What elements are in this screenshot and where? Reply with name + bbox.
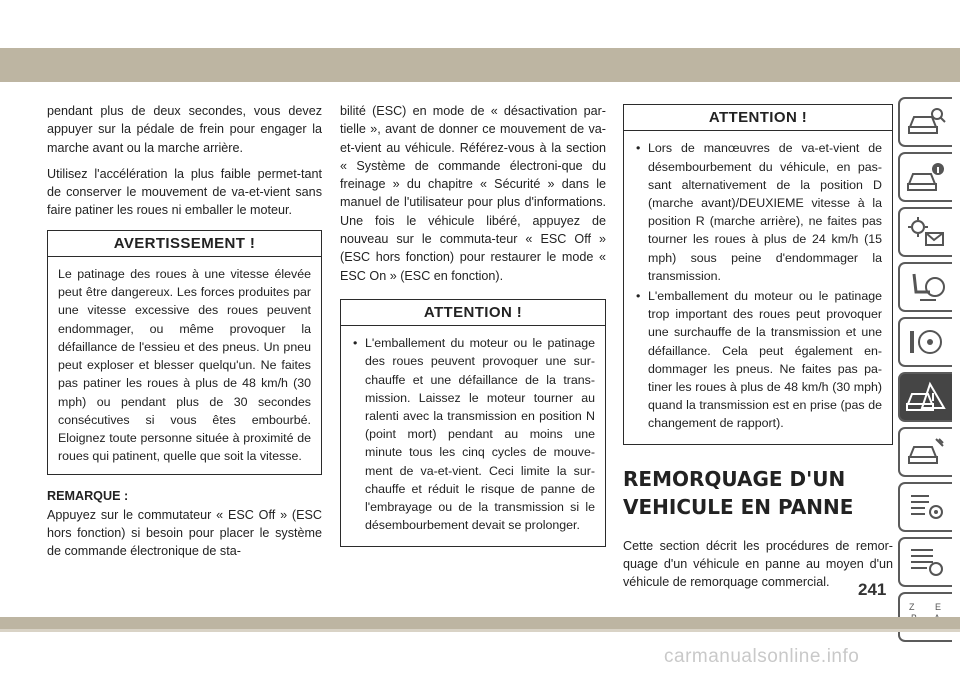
tab-warning-lights[interactable] [898, 207, 952, 257]
header-band [0, 48, 960, 82]
note-title: REMARQUE : [47, 489, 129, 504]
tab-car-maintenance[interactable] [898, 427, 952, 477]
column-1 [47, 102, 322, 569]
footer-band [0, 617, 960, 629]
car-info-icon [906, 160, 946, 194]
tab-seat-steering[interactable] [898, 262, 952, 312]
dashboard-icon [906, 325, 946, 359]
warning-title: AVERTISSEMENT ! [48, 231, 321, 257]
paragraph: Utilisez l'accélération la plus faible permet-tant de conserver le mouvement de va-et-vient sans faire patiner les roues ni emballer le moteur. [47, 166, 322, 218]
tab-car-breakdown[interactable] [898, 372, 952, 422]
attention-item: • L'emballement du moteur ou le patinage trop important des roues peut provoquer une surchauffe de la transmission et une défaillance. Cela peut également en-dommager les pneus. Ne faites pas pa-tiner les roues à plus de 48 km/h (30 mph) quand la transmission est en prise (pas de changement de rapport). [648, 287, 882, 433]
column-2 [340, 102, 606, 547]
media-controls-icon [906, 545, 946, 579]
seat-steering-icon [906, 270, 946, 304]
attention-item: • L'emballement du moteur ou le patinage des roues peuvent provoquer une sur-chauffe et une défaillance de la trans-mission. Laissez le moteur tourner au ralenti avec la transmission en position N (point mort) pendant au moins une minute tous les cinq cycles de mouve-ment de va-et-vient. Ceci limite la sur-chauffe et réduit le risque de panne de l'embrayage ou de la transmission si le désembourbement devait se prolonger. [365, 334, 595, 534]
car-maintenance-icon [906, 435, 946, 469]
car-breakdown-icon [906, 380, 946, 414]
chapter-tabs [898, 97, 954, 647]
tab-car-search[interactable] [898, 97, 952, 147]
attention-box [340, 299, 606, 547]
warning-box [47, 230, 322, 476]
warning-lights-icon [906, 215, 946, 249]
car-search-icon [906, 105, 946, 139]
tab-dashboard[interactable] [898, 317, 952, 367]
attention-title: ATTENTION ! [341, 300, 605, 326]
section-title-line: REMORQUAGE D'UN [623, 466, 846, 491]
specifications-icon [906, 490, 946, 524]
attention-title: ATTENTION ! [624, 105, 892, 131]
tab-specifications[interactable] [898, 482, 952, 532]
watermark: carmanualsonline.info [664, 646, 860, 667]
index-letter: E [935, 602, 942, 612]
section-title [623, 465, 893, 521]
attention-item: • Lors de manœuvres de va-et-vient de désembourbement du véhicule, en pas-sant alternativement de la position D (marche avant)/DEUXIEME vitesse à la position R (marche arrière), ne faites pas tourner les roues à plus de 24 km/h (15 mph) sous peine d'endommager la transmission. [648, 139, 882, 285]
note-text: Appuyez sur le commutateur « ESC Off » (ESC hors fonction) si besoin pour placer le système de commande électronique de sta- [47, 507, 322, 559]
tab-car-info[interactable] [898, 152, 952, 202]
section-title-line: VEHICULE EN PANNE [623, 494, 854, 519]
paragraph: bilité (ESC) en mode de « désactivation par-tielle », avant de donner ce mouvement de va-et-vient au véhicule. Référez-vous à la section « Système de commande électroni-que du freinage » du chapitre « Sécurité » dans le manuel de l'utilisateur pour plus d'informations. Une fois le véhicule libéré, appuyez de nouveau sur le commuta-teur « ESC Off » (ESC hors fonction) pour restaurer le mode « ESC On » (ESC en fonction). [340, 104, 606, 283]
page-number: 241 [858, 580, 887, 599]
paragraph: pendant plus de deux secondes, vous devez appuyer sur la pédale de frein pour engager la marche avant ou la marche arrière. [47, 104, 322, 155]
column-3 [623, 104, 893, 599]
index-letter: Z [909, 602, 915, 612]
attention-box [623, 104, 893, 445]
footer-line [0, 629, 960, 632]
tab-media-controls[interactable] [898, 537, 952, 587]
warning-text: Le patinage des roues à une vitesse élevée peut être dangereux. Les forces produites par une vitesse excessive des roues peuvent endommager, ou même provoquer la défaillance de l'essieu et des pneus. Un pneu peut exploser et blesser quelqu'un. Ne faites pas patiner les roues à plus de 48 km/h (30 mph) ou pendant plus de 30 secondes consécutives si vous êtes embourbé. Eloignez toute personne située à proximité de roues qui patinent, quelle que soit la vitesse. [58, 267, 311, 464]
section-text: Cette section décrit les procédures de remor-quage d'un véhicule en panne au moyen d'un véhicule de remorquage commercial. [623, 538, 893, 590]
